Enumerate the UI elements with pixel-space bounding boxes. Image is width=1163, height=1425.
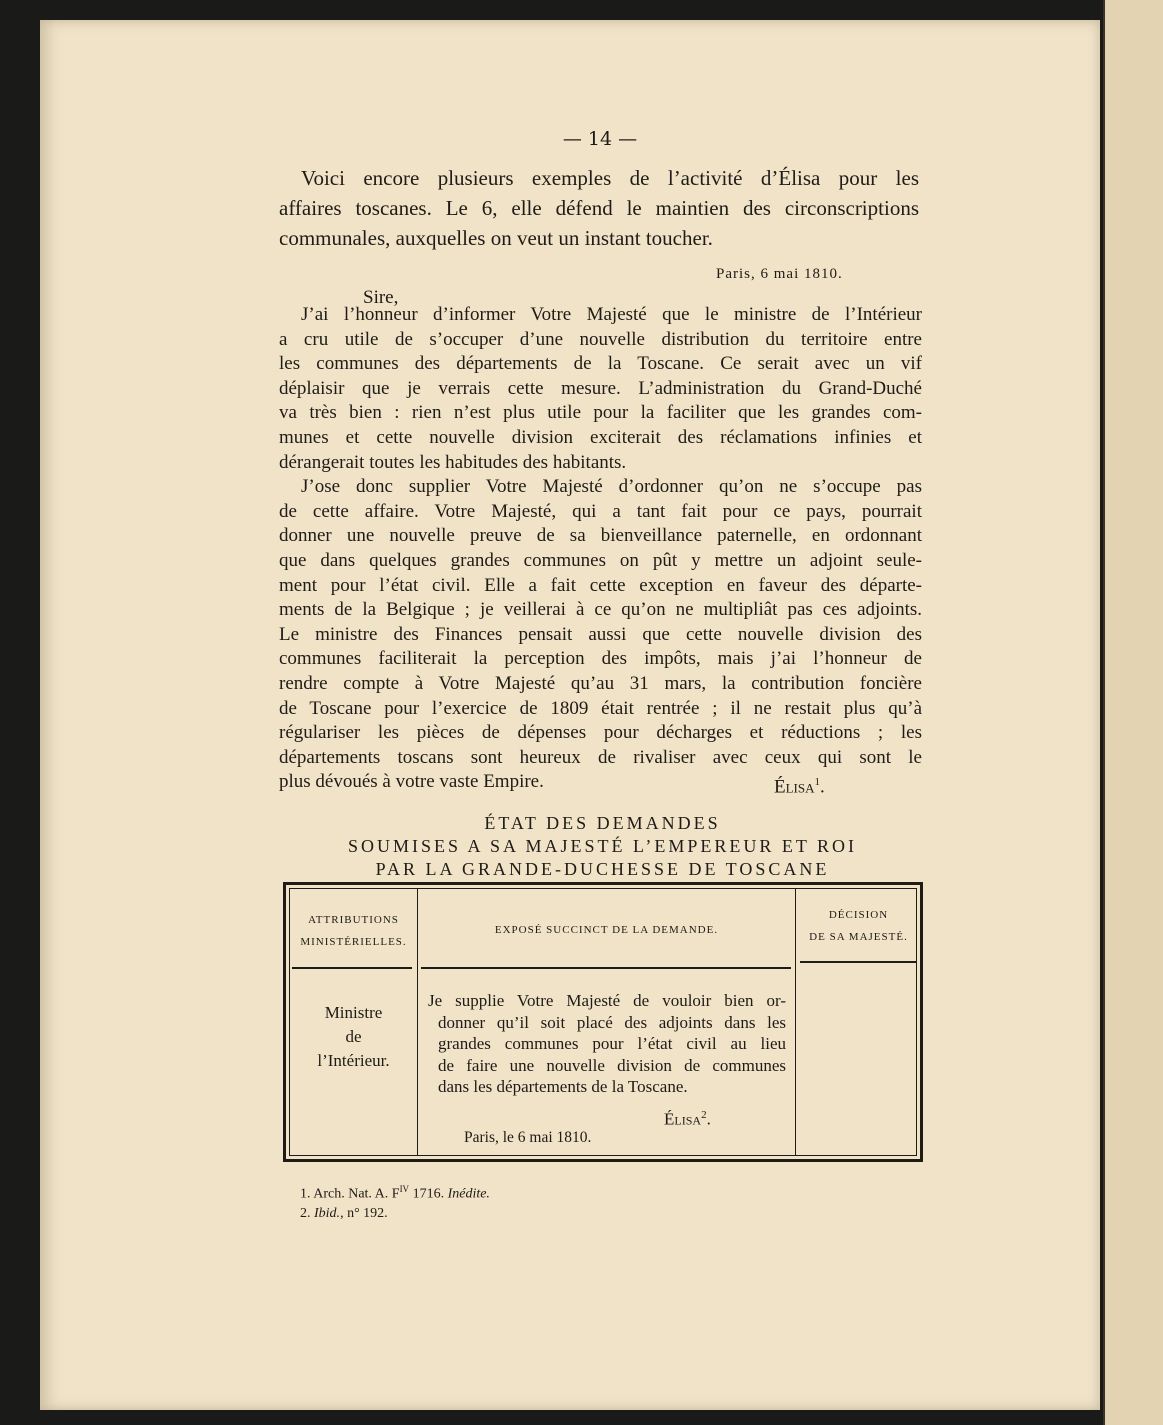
header-ministry [290, 909, 417, 953]
header-rule [292, 967, 412, 969]
header-rule [421, 967, 791, 969]
text-line: ments de la Belgique ; je veillerai à ce qu’on ne multipliât pas ces adjoints. [279, 599, 922, 621]
footnote-sup: IV [399, 1184, 410, 1194]
text-line: déplaisir que je verrais cette mesure. L’administration du Grand-Duché [279, 377, 922, 399]
request-line: grandes communes pour l’état civil au lieu [438, 1034, 786, 1053]
letter-dateline: Paris, 6 mai 1810. [716, 266, 843, 282]
text-line: les communes des départements de la Toscane. Ce serait avec un vif [279, 353, 922, 375]
footnote-text: , n° 192. [340, 1205, 388, 1221]
signature-name: Élisa [664, 1109, 702, 1129]
text-line: J’ose donc supplier Votre Majesté d’ordonner qu’on ne s’occupe pas [301, 476, 922, 498]
text-line: va très bien : rien n’est plus utile pour la faciliter que les grandes com- [279, 402, 922, 424]
request-line: de faire une nouvelle division de communes [438, 1055, 786, 1075]
footnote-italic: Inédite. [447, 1186, 490, 1202]
ministry-text: l’Intérieur. [317, 1051, 390, 1070]
header-text: ATTRIBUTIONS [308, 914, 399, 926]
last-line-text: plus dévoués à votre vaste Empire. [279, 771, 544, 793]
request-line: donner qu’il soit placé des adjoints dans les [438, 1012, 786, 1032]
footnote-number: 2. [300, 1205, 311, 1221]
text-line: donner une nouvelle preuve de sa bienveillance paternelle, en ordonnant [279, 525, 922, 547]
page-number: — 14 — [562, 128, 638, 150]
signature-note: 1 [814, 776, 820, 789]
text-line: a cru utile de s’occuper d’une nouvelle distribution du territoire entre [279, 328, 922, 350]
signature-name: Élisa [774, 776, 815, 798]
ministry-text: Ministre [324, 1003, 383, 1022]
footnote-text: Arch. Nat. A. F [313, 1186, 400, 1202]
text-line: communales, auxquelles on veut un instant toucher. [279, 226, 713, 250]
signature-note: 2 [701, 1109, 707, 1121]
requests-table [283, 882, 923, 1162]
header-request: EXPOSÉ SUCCINCT DE LA DEMANDE. [494, 924, 719, 936]
intro-paragraph [279, 163, 919, 253]
ministry-cell [290, 1001, 417, 1073]
text-line: Voici encore plusieurs exemples de l’activité d’Élisa pour les [301, 166, 919, 190]
text-line: de Toscane pour l’exercice de 1809 était rentrée ; il ne restait plus qu’à [279, 697, 922, 719]
footnote-number: 1. [300, 1186, 311, 1202]
caption-line-3: PAR LA GRANDE-DUCHESSE DE TOSCANE [375, 859, 830, 879]
text-line: régulariser les pièces de dépenses pour décharges et réductions ; les [279, 722, 922, 744]
signature-end: . [706, 1109, 711, 1129]
footnote-2 [300, 1204, 490, 1223]
letter-salutation: Sire, [363, 287, 399, 308]
header-text: DE SA MAJESTÉ. [809, 931, 908, 943]
footnote-ref: 1716. [409, 1186, 448, 1202]
request-line: Je supplie Votre Majesté de vouloir bien or- [428, 991, 786, 1010]
request-cell [428, 990, 786, 1098]
header-text: DÉCISION [828, 909, 889, 921]
table-inner-frame [289, 888, 917, 1156]
text-line: départements toscans sont heureux de rivaliser avec ceux qui sont le [279, 746, 922, 768]
text-line: que dans quelques grandes communes on pût y mettre un adjoint seule- [279, 549, 922, 571]
caption-line-1: ÉTAT DES DEMANDES [484, 813, 721, 833]
text-line: de cette affaire. Votre Majesté, qui a tant fait pour ce pays, pourrait [279, 500, 922, 522]
text-line: ment pour l’état civil. Elle a fait cette exception en faveur des départe- [279, 574, 922, 596]
text-line: J’ai l’honneur d’informer Votre Majesté que le ministre de l’Intérieur [301, 304, 922, 325]
text-line: dérangerait toutes les habitudes des habitants. [279, 451, 627, 473]
request-signature [664, 1105, 711, 1130]
text-line: Le ministre des Finances pensait aussi que cette nouvelle division des [279, 623, 922, 645]
letter-body [279, 303, 922, 798]
footnote-italic: Ibid. [314, 1205, 341, 1221]
text-line: rendre compte à Votre Majesté qu’au 31 mars, la contribution foncière [279, 672, 922, 694]
text-line: communes faciliterait la perception des impôts, mais j’ai l’honneur de [279, 648, 922, 670]
signature-end: . [820, 776, 825, 798]
header-decision [796, 904, 921, 948]
header-text: MINISTÉRIELLES. [300, 936, 407, 948]
header-rule [800, 961, 916, 963]
caption-line-2: SOUMISES A SA MAJESTÉ L’EMPEREUR ET ROI [347, 836, 858, 856]
request-line: dans les départements de la Toscane. [438, 1077, 688, 1096]
text-line: munes et cette nouvelle division exciterait des réclamations infinies et [279, 426, 922, 448]
letter-signature [774, 770, 825, 800]
text-line-last [279, 770, 922, 798]
text-line: affaires toscanes. Le 6, elle défend le maintien des circonscriptions [279, 196, 919, 220]
request-date: Paris, le 6 mai 1810. [464, 1129, 592, 1146]
footnote-1 [300, 1180, 490, 1204]
facing-page-edge [1103, 0, 1163, 1425]
ministry-text: de [345, 1027, 362, 1046]
footnotes [300, 1180, 490, 1223]
